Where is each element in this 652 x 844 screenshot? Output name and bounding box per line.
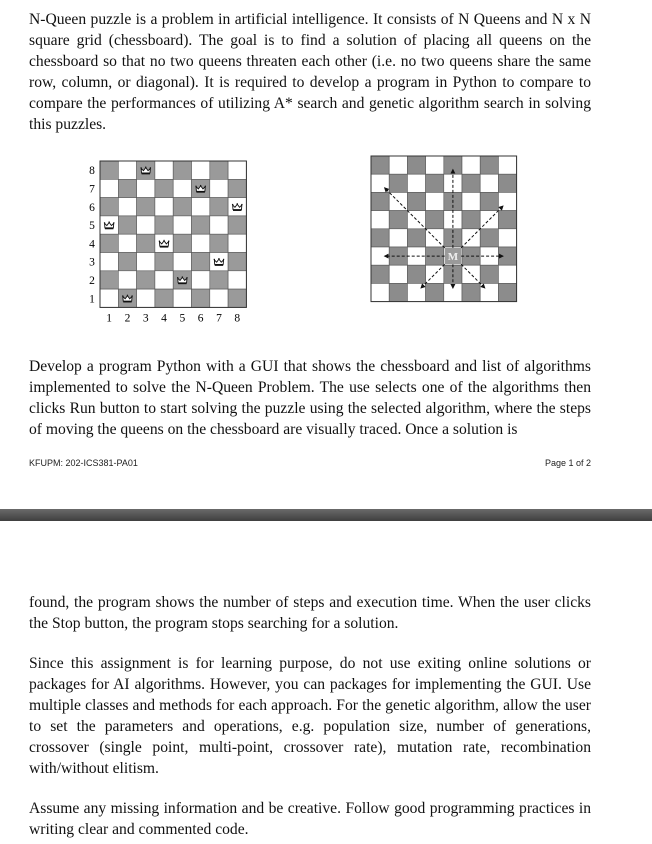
board-square (426, 211, 444, 229)
footer-course-code: KFUPM: 202-ICS381-PA01 (29, 458, 138, 468)
board-square (389, 229, 407, 247)
row-label: 4 (89, 238, 95, 251)
board-square (100, 253, 118, 271)
board-square (192, 289, 210, 307)
board-square (389, 156, 407, 174)
board-square (118, 179, 136, 197)
board-square (210, 161, 228, 179)
board-square (155, 271, 173, 289)
board-square (173, 198, 191, 216)
board-square (118, 234, 136, 252)
board-square (228, 253, 246, 271)
board-square (173, 216, 191, 234)
board-square (228, 234, 246, 252)
board-square (192, 216, 210, 234)
board-square (228, 179, 246, 197)
board-square (137, 216, 155, 234)
board-square (407, 229, 425, 247)
board-square (407, 265, 425, 283)
board-square (462, 174, 480, 192)
footer-page-number: Page 1 of 2 (544, 458, 591, 468)
row-label: 1 (89, 293, 95, 306)
board-square (192, 198, 210, 216)
board-square (426, 192, 444, 210)
queen-icon: M (447, 251, 459, 264)
board-square (137, 179, 155, 197)
board-square (407, 174, 425, 192)
board-square (480, 156, 498, 174)
board-square (173, 161, 191, 179)
board-square (155, 161, 173, 179)
board-square (389, 265, 407, 283)
board-square (210, 216, 228, 234)
board-square (155, 198, 173, 216)
row-label: 6 (89, 201, 95, 214)
board-square (498, 156, 516, 174)
board-square (137, 253, 155, 271)
page2-paragraph-2: Since this assignment is for learning purpose, do not use exiting online solutions or packages for AI algorithms. However, you can packages for implementing the GUI. Use multiple classes and methods for each approach. For the genetic algorithm, allow the user to set the parameters and operations, e.g. population size, number of generations, crossover (single point, multi-point, crossover rate), mutation rate, recombination with/without elitism. (29, 655, 591, 777)
column-label: 3 (142, 312, 149, 325)
board-square (407, 192, 425, 210)
board-square (389, 211, 407, 229)
board-square (371, 229, 389, 247)
board-square (137, 198, 155, 216)
column-label: 6 (197, 312, 204, 325)
board-square (100, 198, 118, 216)
row-label: 2 (89, 274, 95, 287)
board-square (371, 156, 389, 174)
board-square (118, 271, 136, 289)
chessboard-figure-right (368, 153, 528, 313)
board-square (480, 265, 498, 283)
board-square (155, 289, 173, 307)
board-square (100, 234, 118, 252)
board-square (173, 253, 191, 271)
board-square (118, 161, 136, 179)
row-label: 7 (89, 183, 95, 196)
board-square (498, 265, 516, 283)
board-square (137, 234, 155, 252)
board-square (228, 271, 246, 289)
column-label: 4 (161, 312, 167, 325)
board-square (155, 179, 173, 197)
board-square (155, 253, 173, 271)
board-square (498, 283, 516, 301)
board-square (192, 234, 210, 252)
board-square (407, 156, 425, 174)
row-label: 3 (89, 256, 95, 269)
board-square (371, 192, 389, 210)
board-square (426, 283, 444, 301)
board-square (173, 289, 191, 307)
board-square (137, 289, 155, 307)
board-square (371, 265, 389, 283)
board-square (210, 271, 228, 289)
board-square (192, 271, 210, 289)
board-square (228, 161, 246, 179)
board-square (100, 271, 118, 289)
board-square (498, 229, 516, 247)
page-break-separator (0, 509, 652, 521)
row-label: 8 (89, 165, 95, 178)
column-label: 2 (124, 312, 131, 325)
board-square (192, 253, 210, 271)
column-label: 5 (179, 312, 186, 325)
chessboard-figure-left (78, 154, 338, 334)
column-label: 1 (106, 312, 113, 325)
board-square (480, 229, 498, 247)
board-square (155, 216, 173, 234)
board-square (137, 271, 155, 289)
body-paragraph: Develop a program Python with a GUI that shows the chessboard and list of algorithms implemented to solve the N-Queen Problem. The use selects one of the algorithms then clicks Run button to start solving the puzzle using the selected algorithm, where the steps of moving the queens on the chessboard are visually traced. Once a solution is (29, 358, 591, 438)
column-label: 7 (216, 312, 222, 325)
board-square (210, 234, 228, 252)
board-square (389, 283, 407, 301)
board-square (371, 211, 389, 229)
board-square (173, 179, 191, 197)
board-square (118, 198, 136, 216)
board-square (100, 161, 118, 179)
intro-paragraph: N-Queen puzzle is a problem in artificial intelligence. It consists of N Queens and N x N square grid (chessboard). The goal is to find a solution of placing all queens on the chessboard so that no two queens threaten each other (i.e. no two queens share the same row, column, or diagonal). It is required to develop a program in Python to compare to compare the performances of utilizing A* search and genetic algorithm search in solving this puzzles. (29, 11, 591, 133)
board-square (118, 253, 136, 271)
board-square (210, 198, 228, 216)
page2-paragraph-3: Assume any missing information and be creative. Follow good programming practices in writing clear and commented code. (29, 800, 591, 838)
board-square (100, 179, 118, 197)
page2-paragraph-1: found, the program shows the number of steps and execution time. When the user clicks the Stop button, the program stops searching for a solution. (29, 594, 591, 632)
board-square (480, 192, 498, 210)
board-square (118, 216, 136, 234)
board-square (462, 211, 480, 229)
board-square (210, 179, 228, 197)
board-square (462, 283, 480, 301)
board-square (498, 211, 516, 229)
board-square (173, 234, 191, 252)
board-square (389, 174, 407, 192)
board-square (462, 156, 480, 174)
board-square (371, 247, 389, 265)
board-square (228, 289, 246, 307)
board-square (462, 192, 480, 210)
board-square (498, 174, 516, 192)
board-square (371, 283, 389, 301)
column-label: 8 (234, 312, 241, 325)
board-square (228, 216, 246, 234)
board-square (192, 161, 210, 179)
board-square (480, 174, 498, 192)
board-square (426, 174, 444, 192)
row-label: 5 (89, 220, 95, 233)
board-square (210, 289, 228, 307)
board-square (426, 156, 444, 174)
board-square (100, 289, 118, 307)
